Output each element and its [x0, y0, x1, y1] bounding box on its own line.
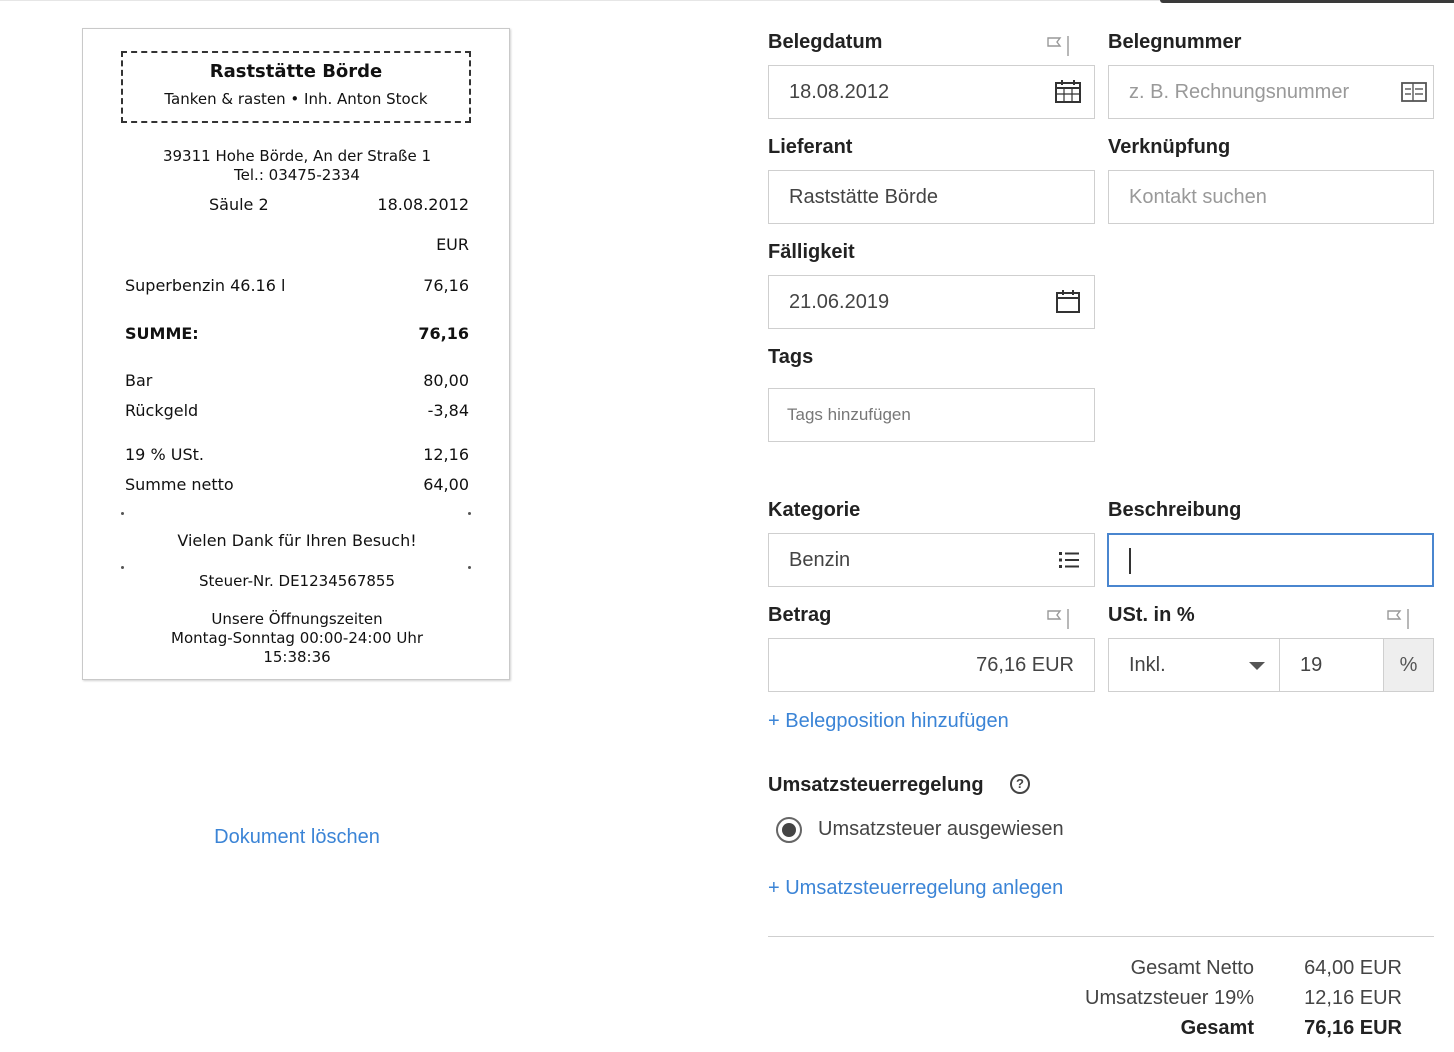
- receipt-sum-value: 76,16: [418, 324, 469, 343]
- receipt-line-item-label: Superbenzin 46.16 l: [125, 276, 286, 295]
- ust-mode-value: Inkl.: [1129, 654, 1166, 676]
- receipt-thanks: Vielen Dank für Ihren Besuch!: [177, 531, 417, 550]
- ust-rate-input[interactable]: [1279, 638, 1384, 692]
- belegdatum-value: 18.08.2012: [789, 81, 890, 103]
- flag-icon[interactable]: [1386, 607, 1410, 629]
- receipt-sum-label: SUMME:: [125, 324, 199, 343]
- betrag-input[interactable]: [768, 638, 1095, 692]
- receipt-vat-label: 19 % USt.: [125, 445, 204, 464]
- total-vat-label: Umsatzsteuer 19%: [1085, 987, 1254, 1009]
- tags-label: Tags: [768, 346, 814, 368]
- tags-input[interactable]: [768, 388, 1095, 442]
- receipt-line-item-value: 76,16: [423, 276, 469, 295]
- receipt-tagline: Tanken & rasten • Inh. Anton Stock: [164, 90, 428, 108]
- receipt-store-name: Raststätte Börde: [209, 61, 383, 82]
- kategorie-select[interactable]: [768, 533, 1095, 587]
- add-vat-rule-link[interactable]: + Umsatzsteuerregelung anlegen: [768, 877, 1064, 899]
- belegnummer-placeholder: z. B. Rechnungsnummer: [1129, 81, 1350, 103]
- flag-icon[interactable]: [1046, 607, 1070, 629]
- receipt-cash-label: Bar: [125, 371, 153, 390]
- receipt-preview: [82, 28, 510, 680]
- total-net-label: Gesamt Netto: [1130, 957, 1254, 979]
- receipt-cash-value: 80,00: [423, 371, 469, 390]
- total-gross-label: Gesamt: [1180, 1017, 1254, 1039]
- receipt-header: [121, 51, 471, 123]
- receipt-change-value: -3,84: [427, 401, 469, 420]
- calendar-icon[interactable]: [1055, 290, 1081, 314]
- id-card-icon[interactable]: [1401, 80, 1427, 104]
- receipt-phone: Tel.: 03475-2334: [234, 166, 360, 184]
- vat-rule-label: Umsatzsteuerregelung: [768, 774, 984, 796]
- lieferant-input[interactable]: [768, 170, 1095, 224]
- beschreibung-label: Beschreibung: [1108, 499, 1242, 521]
- list-icon[interactable]: [1057, 548, 1083, 572]
- totals-divider: [768, 936, 1434, 937]
- add-position-link[interactable]: + Belegposition hinzufügen: [768, 710, 1009, 732]
- kategorie-label: Kategorie: [768, 499, 861, 521]
- text-cursor: [1129, 548, 1131, 574]
- ust-unit: %: [1399, 654, 1418, 676]
- receipt-time: 15:38:36: [263, 648, 331, 666]
- tags-placeholder: Tags hinzufügen: [787, 405, 911, 424]
- dropdown-caret-icon: [1249, 662, 1265, 671]
- ust-label: USt. in %: [1108, 604, 1195, 626]
- receipt-vat-value: 12,16: [423, 445, 469, 464]
- ust-unit-addon: [1383, 638, 1434, 692]
- delete-document-link[interactable]: Dokument löschen: [214, 826, 380, 848]
- receipt-pump: Säule 2: [209, 195, 269, 214]
- belegnummer-label: Belegnummer: [1108, 31, 1242, 53]
- vat-rule-option-label[interactable]: Umsatzsteuer ausgewiesen: [818, 818, 1064, 840]
- receipt-hours: Montag-Sonntag 00:00-24:00 Uhr: [171, 629, 423, 647]
- ust-mode-select[interactable]: [1108, 638, 1280, 692]
- lieferant-label: Lieferant: [768, 136, 853, 158]
- receipt-date: 18.08.2012: [377, 195, 469, 214]
- header-bar-edge: [1160, 0, 1454, 3]
- receipt-address: 39311 Hohe Börde, An der Straße 1: [162, 147, 432, 165]
- receipt-change-label: Rückgeld: [125, 401, 199, 420]
- beschreibung-input[interactable]: [1107, 533, 1434, 587]
- receipt-tax-id: Steuer-Nr. DE1234567855: [199, 572, 395, 590]
- total-vat-value: 12,16 EUR: [1304, 987, 1402, 1009]
- faelligkeit-field[interactable]: [768, 275, 1095, 329]
- kategorie-value: Benzin: [789, 549, 851, 571]
- verknuepfung-input[interactable]: [1108, 170, 1434, 224]
- betrag-label: Betrag: [768, 604, 832, 626]
- belegdatum-field[interactable]: [768, 65, 1095, 119]
- help-icon[interactable]: ?: [1010, 774, 1030, 794]
- total-gross-value: 76,16 EUR: [1304, 1017, 1402, 1039]
- ust-rate-value: 19: [1300, 654, 1323, 676]
- faelligkeit-value: 21.06.2019: [789, 291, 890, 313]
- verknuepfung-placeholder: Kontakt suchen: [1129, 186, 1267, 208]
- flag-icon[interactable]: [1046, 34, 1070, 56]
- faelligkeit-label: Fälligkeit: [768, 241, 855, 263]
- receipt-hours-title: Unsere Öffnungszeiten: [211, 610, 383, 628]
- lieferant-value: Raststätte Börde: [789, 186, 938, 208]
- vat-rule-radio[interactable]: [776, 817, 802, 843]
- total-net-value: 64,00 EUR: [1304, 957, 1402, 979]
- belegnummer-input[interactable]: [1108, 65, 1434, 119]
- calendar-icon[interactable]: [1055, 80, 1081, 104]
- belegdatum-label: Belegdatum: [768, 31, 883, 53]
- verknuepfung-label: Verknüpfung: [1108, 136, 1231, 158]
- receipt-currency: EUR: [436, 235, 469, 254]
- receipt-net-value: 64,00: [423, 475, 469, 494]
- betrag-value: 76,16 EUR: [976, 654, 1074, 676]
- receipt-net-label: Summe netto: [125, 475, 234, 494]
